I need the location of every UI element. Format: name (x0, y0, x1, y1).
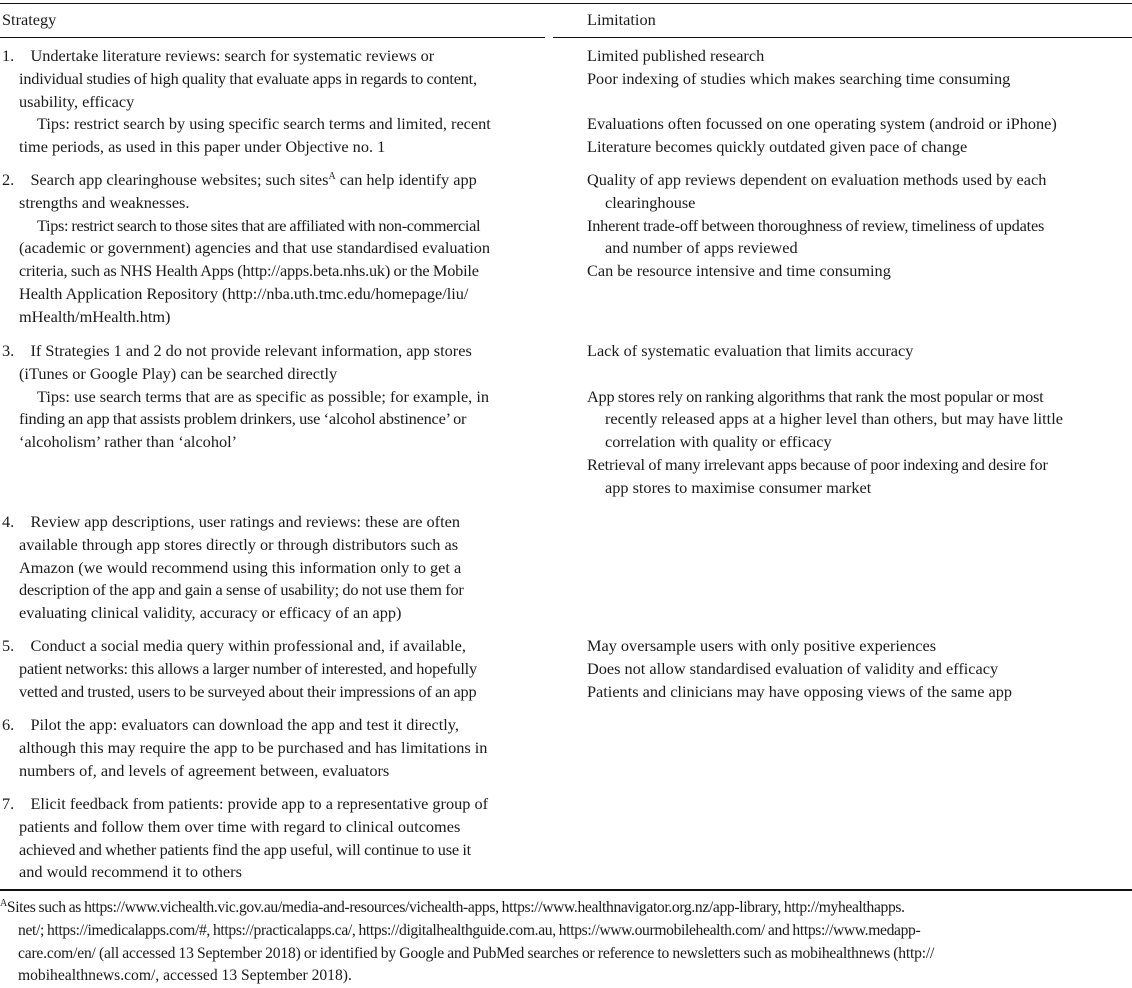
limitation-line: clearinghouse (605, 192, 696, 212)
strategy-tips-line: ‘alcoholism’ rather than ‘alcohol’ (19, 432, 238, 452)
column-header-limitation: Limitation (587, 10, 656, 29)
strategy-line: (iTunes or Google Play) can be searched directly (19, 363, 338, 383)
footnote-line: care.com/en/ (all accessed 13 September 2018) or identified by Google and PubMed searches or reference to newsletters such as mobihealthnews (http:// (18, 944, 935, 962)
strategy-cell-7 (0, 793, 560, 884)
header-rule-left (0, 37, 545, 38)
strategy-tips-line: (academic or government) agencies and that use standardised evaluation (19, 238, 491, 258)
strategy-line: 5. Conduct a social media query within professional and, if available, (2, 636, 466, 655)
limitation-line: Patients and clinicians may have opposing views of the same app (587, 681, 1013, 701)
footnote-line: mobihealthnews.com/, accessed 13 September 2018). (18, 967, 352, 985)
strategy-tips-line: criteria, such as NHS Health Apps (http://apps.beta.nhs.uk) or the Mobile (19, 261, 479, 281)
strategy-line: available through app stores directly or through distributors such as (19, 534, 459, 554)
strategy-cell-6 (0, 714, 560, 782)
strategy-line: usability, efficacy (19, 91, 135, 111)
strategy-line: 1. Undertake literature reviews: search for systematic reviews or (2, 46, 435, 65)
limitation-line: Lack of systematic evaluation that limits accuracy (587, 341, 914, 360)
strategy-tips-line: Tips: restrict search by using specific search terms and limited, recent (37, 114, 491, 134)
limitation-line: Evaluations often focussed on one operating system (android or iPhone) (587, 114, 1057, 134)
strategy-line: Amazon (we would recommend using this information only to get a (19, 557, 462, 577)
strategy-line: strengths and weaknesses. (19, 192, 190, 212)
strategy-tips-line: Tips: use search terms that are as specific as possible; for example, in (37, 386, 489, 406)
strategy-tips-line: Tips: restrict search to those sites that are affiliated with non-commercial (37, 215, 481, 235)
strategy-cell-2 (0, 169, 560, 329)
limitation-line: and number of apps reviewed (605, 238, 798, 258)
table-footnote (0, 897, 1132, 988)
strategy-line: description of the app and gain a sense of usability; do not use them for (19, 580, 464, 600)
limitation-line: recently released apps at a higher level than others, but may have little (605, 409, 1063, 429)
limitation-cell-5 (587, 635, 1132, 703)
footnote-line: $^A$Sites such as https://www.vichealth.vic.gov.au/media-and-resources/vichealth-apps, https://www.healthnavigator.org.nz/app-library, http://myhealthapps. (0, 898, 905, 916)
strategy-line: 6. Pilot the app: evaluators can download the app and test it directly, (2, 715, 459, 734)
column-header-strategy: Strategy (2, 10, 57, 29)
strategy-line: 7. Elicit feedback from patients: provide app to a representative group of (2, 794, 489, 813)
strategy-cell-3 (0, 340, 560, 454)
limitation-cell-3 (587, 340, 1132, 500)
limitation-line: May oversample users with only positive experiences (587, 636, 937, 655)
strategy-cell-1 (0, 45, 560, 159)
strategy-line: numbers of, and levels of agreement between, evaluators (19, 760, 390, 780)
table-bottom-rule (0, 889, 1132, 891)
limitation-line: App stores rely on ranking algorithms that rank the most popular or most (587, 386, 1044, 406)
strategy-line: achieved and whether patients find the app useful, will continue to use it (19, 839, 471, 859)
limitation-line: Quality of app reviews dependent on evaluation methods used by each (587, 170, 1047, 189)
limitation-line: Limited published research (587, 46, 765, 65)
strategy-tips-line: finding an app that assists problem drinkers, use ‘alcohol abstinence’ or (19, 409, 467, 429)
strategy-line: 2. Search app clearinghouse websites; such sites$^A$ can help identify app (2, 170, 477, 189)
strategy-tips-line: time periods, as used in this paper under Objective no. 1 (19, 137, 386, 157)
limitation-line: Literature becomes quickly outdated given pace of change (587, 137, 968, 157)
strategy-line: vetted and trusted, users to be surveyed about their impressions of an app (19, 681, 477, 701)
limitation-line: Retrieval of many irrelevant apps because of poor indexing and desire for (587, 454, 1048, 474)
strategy-line: 3. If Strategies 1 and 2 do not provide relevant information, app stores (2, 341, 472, 360)
limitation-cell-2 (587, 169, 1132, 283)
footnote-marker: A (0, 898, 7, 909)
strategy-cell-5 (0, 635, 560, 703)
strategy-line: patients and follow them over time with regard to clinical outcomes (19, 816, 461, 836)
table-top-rule (0, 3, 1132, 4)
strategy-line: individual studies of high quality that evaluate apps in regards to content, (19, 68, 477, 88)
limitation-line: Poor indexing of studies which makes searching time consuming (587, 68, 1011, 88)
limitation-line: Inherent trade-off between thoroughness of review, timeliness of updates (587, 215, 1045, 235)
limitation-line: correlation with quality or efficacy (605, 432, 832, 452)
footnote-marker: A (328, 171, 336, 182)
strategy-line: 4. Review app descriptions, user ratings and reviews: these are often (2, 512, 460, 531)
limitation-line: Does not allow standardised evaluation of validity and efficacy (587, 658, 999, 678)
strategy-line: and would recommend it to others (19, 862, 242, 882)
strategy-cell-4 (0, 511, 560, 625)
limitation-line: Can be resource intensive and time consuming (587, 261, 891, 281)
strategy-line: evaluating clinical validity, accuracy or efficacy of an app) (19, 603, 402, 623)
strategy-line: although this may require the app to be purchased and has limitations in (19, 737, 488, 757)
footnote-line: net/; https://imedicalapps.com/#, https://practicalapps.ca/, https://digitalhealthguide.com.au, https://www.ourmobilehealth.com/ and https://www.medapp- (18, 921, 921, 939)
header-rule-right (553, 37, 1132, 38)
limitation-line: app stores to maximise consumer market (605, 477, 872, 497)
strategy-tips-line: mHealth/mHealth.htm) (19, 306, 171, 326)
strategy-tips-line: Health Application Repository (http://nba.uth.tmc.edu/homepage/liu/ (19, 283, 469, 303)
limitation-cell-1 (587, 45, 1132, 159)
strategy-line: patient networks: this allows a larger number of interested, and hopefully (19, 658, 477, 678)
